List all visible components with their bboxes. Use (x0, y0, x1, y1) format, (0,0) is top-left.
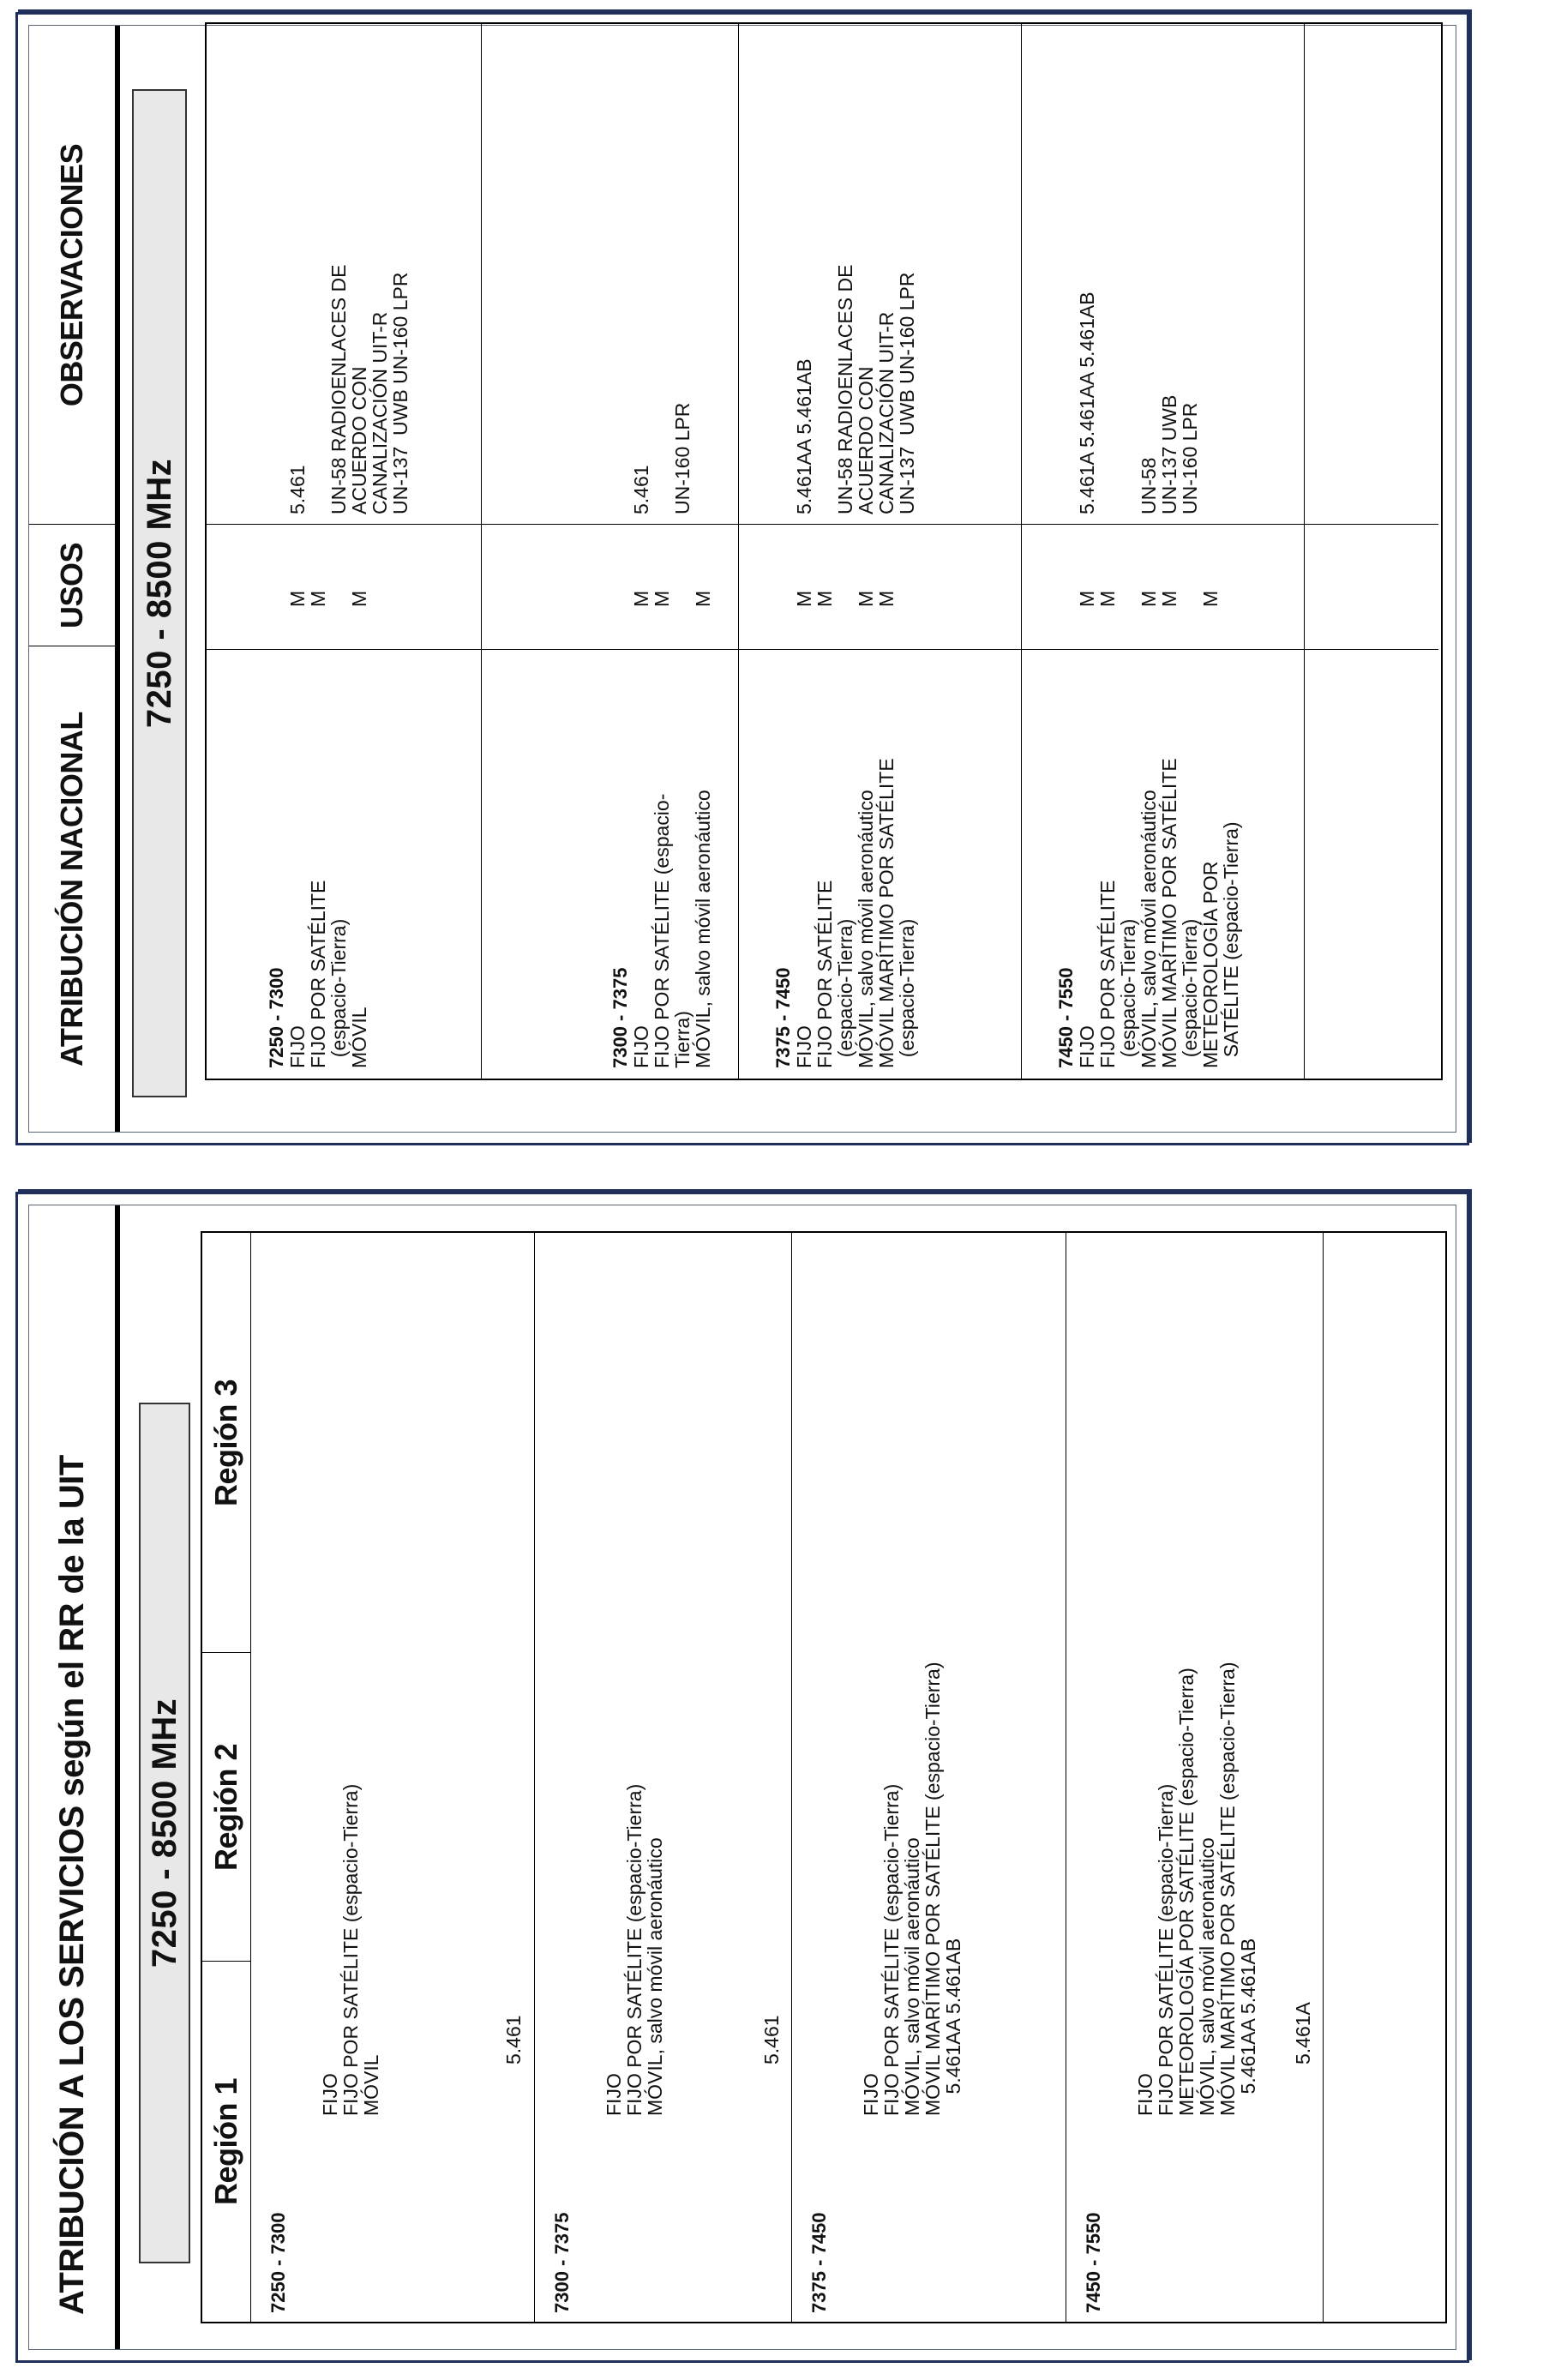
region-3-label: Región 3 (208, 1379, 243, 1507)
itu-row (251, 1233, 534, 2322)
uso-value: M (1138, 590, 1160, 607)
region-3-header (202, 1233, 250, 1653)
service-line: FIJO POR SATÉLITE (espacio-Tierra) (339, 1783, 362, 2116)
itu-page-title (29, 1205, 120, 2349)
region-2-label: Región 2 (208, 1744, 243, 1872)
obs-line: UN-58 (1138, 457, 1160, 514)
service-line: MÓVIL MARÍTIMO POR SATÉLITE (espacio-Tierra) (922, 1662, 944, 2116)
uso-value: M (1096, 590, 1119, 607)
obs-line (814, 31, 835, 514)
obs-lines (287, 31, 411, 514)
obs-lines (1077, 31, 1200, 514)
itu-row-band-col (552, 1240, 573, 2313)
national-usos-cell (207, 524, 481, 650)
service-line: FIJO POR SATÉLITE (814, 880, 836, 1068)
obs-line: CANALIZACIÓN UIT-R (875, 311, 898, 514)
itu-row-footnote: 5.461 (502, 2015, 525, 2064)
itu-allocation-table (201, 1231, 1447, 2323)
uso-value: M (875, 590, 898, 607)
service-line: FIJO (1134, 2073, 1156, 2116)
itu-row-services (320, 1240, 381, 2116)
obs-lines (631, 31, 693, 514)
obs-line (651, 31, 672, 514)
service-line: FIJO POR SATÉLITE (1096, 880, 1119, 1068)
obs-line: 5.461 (630, 465, 652, 514)
itu-row (791, 1233, 1066, 2322)
service-line: FIJO POR SATÉLITE (espacio-Tierra) (623, 1783, 645, 2116)
service-line: MÓVIL, salvo móvil aeronáutico (644, 1837, 666, 2116)
obs-line (1118, 31, 1138, 514)
national-obs-cell (739, 24, 1022, 525)
service-line: MÓVIL, salvo móvil aeronáutico (1196, 1837, 1218, 2116)
itu-row-footnote: 5.461A (1292, 2002, 1314, 2064)
col-header-atribucion (29, 646, 115, 1132)
service-line: MÓVIL, salvo móvil aeronáutico (1138, 790, 1160, 1068)
national-services-cell (207, 649, 481, 1079)
national-band-header (132, 89, 187, 1097)
itu-row-band: 7300 - 7375 (551, 2212, 573, 2313)
usos-lines (287, 532, 369, 607)
national-usos-cell (1022, 524, 1305, 650)
obs-line: CANALIZACIÓN UIT-R (369, 311, 391, 514)
obs-line: ACUERDO CON (855, 366, 877, 514)
service-line: (espacio-Tierra) (834, 918, 856, 1068)
obs-line: UN-160 LPR (1179, 402, 1201, 514)
service-line: MÓVIL MARÍTIMO POR SATÉLITE (espacio-Tierra) (1216, 1662, 1239, 2116)
service-line: MÓVIL, salvo móvil aeronáutico (901, 1837, 923, 2116)
region-2-header (202, 1652, 250, 1962)
service-line: 5.461AA 5.461AB (942, 1938, 964, 2116)
uso-value: M (793, 590, 815, 607)
national-services-cell (1305, 649, 1438, 1079)
service-line: (espacio-Tierra) (896, 918, 918, 1068)
service-line: 5.461AA 5.461AB (1237, 1938, 1259, 2116)
uso-value: M (630, 590, 652, 607)
national-services-cell (482, 649, 739, 1079)
service-line: FIJO POR SATÉLITE (espacio- (651, 793, 673, 1068)
col-header-usos (29, 524, 115, 646)
uso-value (835, 532, 856, 607)
col-header-observaciones (29, 26, 115, 525)
service-line: MÓVIL MARÍTIMO POR SATÉLITE (1158, 758, 1180, 1068)
national-row (738, 24, 1022, 1079)
obs-line: UN-58 RADIOENLACES DE (834, 264, 856, 514)
region-1-header (202, 1961, 250, 2322)
obs-line: UN-58 RADIOENLACES DE (327, 264, 350, 514)
service-line: FIJO POR SATÉLITE (307, 880, 329, 1068)
national-services-lines (1056, 657, 1241, 1068)
service-line: Tierra) (671, 1011, 693, 1068)
uso-value: M (348, 590, 370, 607)
service-line: (espacio-Tierra) (1117, 918, 1139, 1068)
uso-value: M (307, 590, 329, 607)
national-services-lines (610, 657, 713, 1068)
uso-value: M (651, 590, 673, 607)
service-line: (espacio-Tierra) (1179, 918, 1201, 1068)
itu-row-band: 7450 - 7550 (1083, 2212, 1104, 2313)
service-line: METEOROLOGÍA POR SATÉLITE (espacio-Tierra) (1175, 1668, 1198, 2116)
col-header-usos-label: USOS (54, 542, 89, 629)
itu-row-band-col (1084, 1240, 1104, 2313)
itu-page-inner (28, 1205, 1456, 2350)
service-line: MÓVIL, salvo móvil aeronáutico (855, 790, 877, 1068)
national-services-cell (1022, 649, 1305, 1079)
uso-value (1118, 532, 1138, 607)
uso-value (672, 532, 693, 607)
national-usos-cell (1305, 524, 1438, 650)
uso-value: M (1076, 590, 1098, 607)
national-row (1021, 24, 1305, 1079)
itu-row-empty (1323, 1233, 1445, 2322)
national-obs-cell (1022, 24, 1305, 525)
itu-row-services (861, 1240, 964, 2116)
col-header-observaciones-label: OBSERVACIONES (54, 143, 89, 407)
obs-lines (794, 31, 917, 514)
national-services-lines (773, 657, 917, 1068)
itu-rows (250, 1233, 1445, 2322)
national-row (207, 24, 481, 1079)
region-1-label: Región 1 (208, 2078, 243, 2206)
itu-title-text: ATRIBUCIÓN A LOS SERVICIOS según el RR de la UIT (52, 1455, 91, 2315)
service-line: MÓVIL (360, 2054, 382, 2116)
service-line: FIJO (286, 1025, 309, 1068)
national-usos-cell (482, 524, 739, 650)
uso-value: M (1199, 590, 1222, 607)
itu-row-band-col (268, 1240, 289, 2313)
national-usos-cell (739, 524, 1022, 650)
uso-value: M (692, 590, 714, 607)
uso-value: M (855, 590, 877, 607)
national-row-band: 7300 - 7375 (609, 967, 631, 1068)
obs-line: 5.461 (286, 465, 309, 514)
itu-row-band: 7250 - 7300 (267, 2212, 289, 2313)
usos-lines (1077, 532, 1221, 607)
national-obs-cell (482, 24, 739, 525)
national-allocation-table (205, 22, 1443, 1080)
itu-row (1066, 1233, 1324, 2322)
obs-line (308, 31, 328, 514)
service-line: MÓVIL MARÍTIMO POR SATÉLITE (875, 758, 898, 1068)
national-page-inner (28, 25, 1456, 1133)
uso-value: M (814, 590, 836, 607)
service-line: FIJO POR SATÉLITE (espacio-Tierra) (880, 1783, 903, 2116)
national-row-empty (1304, 24, 1438, 1079)
usos-lines (631, 532, 713, 607)
obs-line: 5.461A 5.461AA 5.461AB (1076, 291, 1098, 514)
itu-band-text: 7250 - 8500 MHz (145, 1698, 183, 1968)
service-line: FIJO POR SATÉLITE (espacio-Tierra) (1155, 1783, 1177, 2116)
national-services-lines (267, 657, 369, 1068)
itu-row-footnote: 5.461 (760, 2015, 783, 2064)
col-header-atribucion-label: ATRIBUCIÓN NACIONAL (54, 712, 89, 1067)
service-line: (espacio-Tierra) (327, 918, 350, 1068)
uso-value (1180, 532, 1200, 607)
service-line: FIJO (1076, 1025, 1098, 1068)
itu-row (534, 1233, 792, 2322)
obs-line: ACUERDO CON (348, 366, 370, 514)
national-row-band: 7450 - 7550 (1055, 967, 1077, 1068)
itu-row-band: 7375 - 7450 (808, 2212, 830, 2313)
service-line: FIJO (793, 1025, 815, 1068)
uso-value: M (286, 590, 309, 607)
itu-row-services (1135, 1240, 1258, 2116)
obs-line: 5.461AA 5.461AB (793, 358, 815, 514)
uso-value (328, 532, 349, 607)
service-line: MÓVIL, salvo móvil aeronáutico (692, 790, 714, 1068)
service-line: FIJO (630, 1025, 652, 1068)
uso-value: M (1158, 590, 1180, 607)
obs-line: UN-137 UWB (1158, 394, 1180, 514)
itu-row-services (603, 1240, 665, 2116)
itu-row-band-col (809, 1240, 830, 2313)
service-line: METEOROLOGÍA POR (1199, 861, 1222, 1068)
national-row (481, 24, 739, 1079)
service-line: SATÉLITE (espacio-Tierra) (1220, 821, 1242, 1068)
service-line: FIJO (603, 2073, 625, 2116)
national-row-band: 7250 - 7300 (266, 967, 287, 1068)
usos-lines (794, 532, 897, 607)
national-header-row (29, 26, 120, 1132)
national-services-cell (739, 649, 1022, 1079)
obs-line (1097, 31, 1118, 514)
service-line: FIJO (319, 2073, 341, 2116)
itu-allocation-page (15, 1192, 1469, 2363)
service-line: MÓVIL (348, 1007, 370, 1068)
service-line: FIJO (860, 2073, 882, 2116)
national-allocation-page (15, 12, 1469, 1145)
obs-line: UN-137 UWB UN-160 LPR (896, 272, 918, 514)
obs-line: UN-137 UWB UN-160 LPR (389, 272, 411, 514)
national-row-band: 7375 - 7450 (772, 967, 794, 1068)
national-obs-cell (207, 24, 481, 525)
obs-line: UN-160 LPR (671, 402, 693, 514)
itu-band-header (139, 1403, 190, 2263)
national-band-text: 7250 - 8500 MHz (140, 458, 178, 729)
